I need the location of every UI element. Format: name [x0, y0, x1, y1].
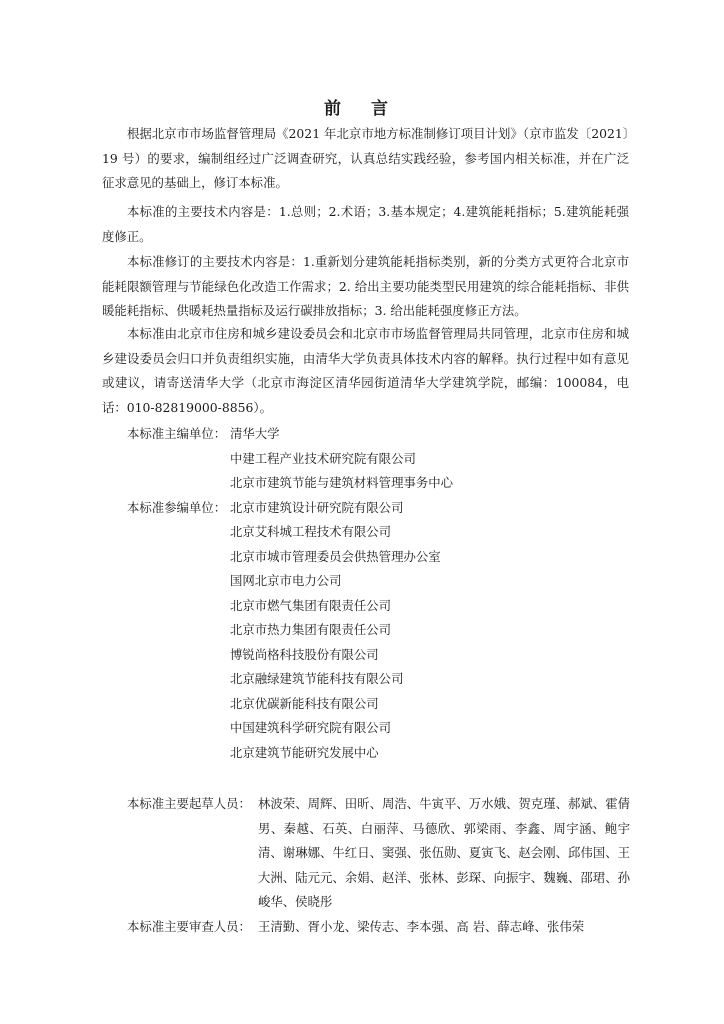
preface-paragraph-3: 本标准修订的主要技术内容是：1.重新划分建筑能耗指标类别，新的分类方式更符合北京市能耗限额管理与节能绿色化改造工作需求；2. 给出主要功能类型民用建筑的综合能耗指标、非供暖能耗指标、供暖耗热量指标及运行碳排放指标；3. 给出能耗强度修正方法。	[102, 254, 629, 318]
preface-paragraph-1: 根据北京市市场监督管理局《2021 年北京市地方标准制修订项目计划》（京市监发〔2021〕19 号）的要求，编制组经过广泛调查研究，认真总结实践经验，参考国内相关标准，并在广泛征求意见的基础上，修订本标准。	[102, 126, 629, 190]
drafters-names: 林波荣、周辉、田昕、周浩、牛寅平、万水娥、贺克瑾、郝斌、霍倩男、秦越、石英、白丽萍、马德欣、郭梁雨、李鑫、周宇涵、鲍宇清、谢琳娜、牛红日、窦强、张伍勋、夏寅飞、赵会刚、邱伟国、王大洲、陆元元、余娟、赵洋、张林、彭琛、向振宇、魏巍、邵珺、孙峻华、侯晓彤	[258, 796, 630, 909]
participant-label: 本标准参编单位：	[127, 499, 227, 515]
participant-org: 中国建筑科学研究院有限公司	[230, 720, 392, 735]
preface-paragraph-4: 本标准由北京市住房和城乡建设委员会和北京市市场监督管理局共同管理，北京市住房和城乡建设委员会归口并负责组织实施，由清华大学负责具体技术内容的解释。执行过程中如有意见或建议，请寄送清华大学（北京市海淀区清华园街道清华大学建筑学院，邮编：100084，电话：010-82819000-8856）。	[102, 326, 629, 415]
page-title: 前 言	[324, 99, 400, 119]
chief-editor-org: 中建工程产业技术研究院有限公司	[230, 450, 416, 466]
participant-org: 北京融绿建筑节能科技有限公司	[230, 671, 404, 686]
drafters-label: 本标准主要起草人员：	[127, 796, 251, 811]
participant-org: 北京市热力集团有限责任公司	[230, 622, 392, 637]
participant-org: 北京艾科城工程技术有限公司	[230, 524, 392, 539]
participant-org: 北京优碳新能科技有限公司	[230, 695, 379, 711]
preface-paragraph-2: 本标准的主要技术内容是：1.总则；2.术语；3.基本规定；4.建筑能耗指标；5.建筑能耗强度修正。	[102, 204, 629, 244]
participant-org: 北京市燃气集团有限责任公司	[230, 597, 392, 613]
chief-editor-org: 清华大学	[230, 426, 280, 441]
reviewers-names: 王清勤、胥小龙、梁传志、李本强、高 岩、薛志峰、张伟荣	[258, 918, 585, 934]
participant-org: 国网北京市电力公司	[230, 573, 342, 588]
participant-org: 北京市建筑设计研究院有限公司	[230, 499, 404, 515]
chief-editor-label: 本标准主编单位：	[127, 426, 227, 441]
reviewers-label: 本标准主要审查人员：	[127, 918, 251, 934]
participant-org: 博锐尚格科技股份有限公司	[230, 646, 379, 662]
participant-org: 北京建筑节能研究发展中心	[230, 744, 379, 760]
participant-org: 北京市城市管理委员会供热管理办公室	[230, 548, 441, 564]
chief-editor-org: 北京市建筑节能与建筑材料管理事务中心	[230, 475, 454, 490]
